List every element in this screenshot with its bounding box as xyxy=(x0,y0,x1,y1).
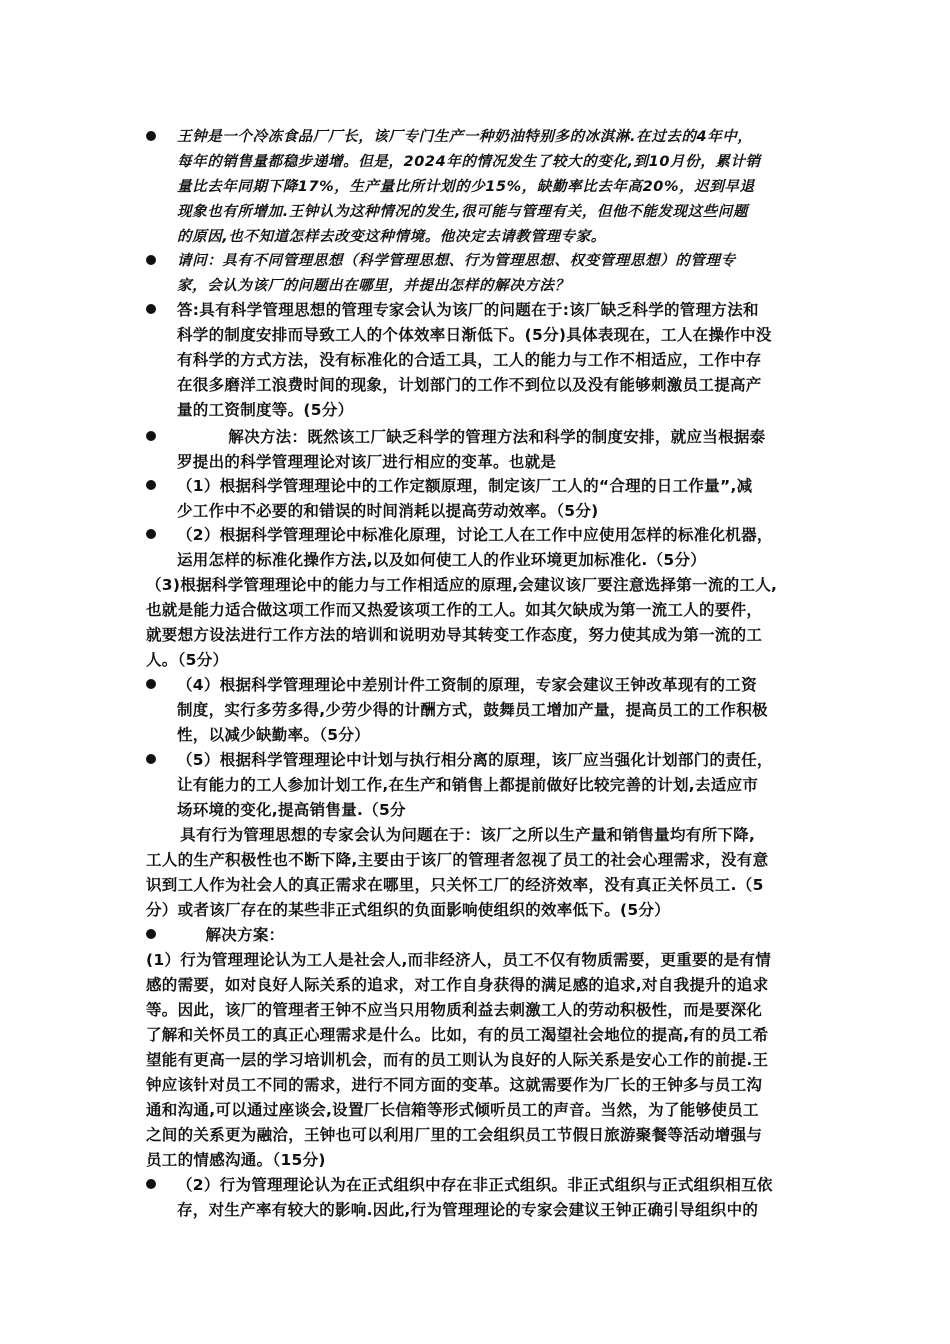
text-line: 钟应该针对员工不同的需求，进行不同方面的变革。这就需要作为厂长的王钟多与员工沟 xyxy=(146,1076,763,1094)
text-line: （4）根据科学管理理论中差别计件工资制的原理，专家会建议王钟改革现有的工资 xyxy=(177,676,757,694)
text-line: 的原因,也不知道怎样去改变这种情境。他决定去请教管理专家。 xyxy=(177,229,606,245)
bullet-icon xyxy=(146,1179,156,1189)
bullet-icon xyxy=(146,431,156,441)
bullet-icon xyxy=(146,679,156,689)
text-line: 有科学的方式方法，没有标准化的合适工具，工人的能力与工作不相适应，工作中存 xyxy=(177,351,762,369)
text-line: 运用怎样的标准化操作方法,以及如何使工人的作业环境更加标准化.（5分） xyxy=(177,551,707,569)
text-line: 具有行为管理思想的专家会认为问题在于：该厂之所以生产量和销售量均有所下降, xyxy=(146,826,756,844)
text-line: （5）根据科学管理理论中计划与执行相分离的原理，该厂应当强化计划部门的责任， xyxy=(177,751,773,769)
text-line: 存，对生产率有较大的影响.因此,行为管理理论的专家会建议王钟正确引导组织中的 xyxy=(177,1201,759,1219)
bullet-icon xyxy=(146,255,156,265)
text-line: 望能有更高一层的学习培训机会，而有的员工则认为良好的人际关系是安心工作的前提.王 xyxy=(146,1051,769,1069)
text-line: 制度，实行多劳多得,少劳少得的计酬方式，鼓舞员工增加产量，提高员工的工作积极 xyxy=(177,701,768,719)
text-line: 王钟是一个冷冻食品厂厂长，该厂专门生产一种奶油特别多的冰淇淋.在过去的4年中， xyxy=(177,129,753,145)
bullet-icon xyxy=(146,754,156,764)
text-line: （3)根据科学管理理论中的能力与工作相适应的原理,会建议该厂要注意选择第一流的工人, xyxy=(146,576,778,594)
text-line: 场环境的变化,提高销售量.（5分 xyxy=(177,801,406,819)
text-line: 现象也有所增加.王钟认为这种情况的发生,很可能与管理有关，但他不能发现这些问题 xyxy=(177,204,748,220)
text-line: 每年的销售量都稳步递增。但是，2024年的情况发生了较大的变化,到10月份，累计销 xyxy=(177,154,761,170)
text-line: 量比去年同期下降17%，生产量比所计划的少15%，缺勤率比去年高20%，迟到早退 xyxy=(177,179,755,195)
bullet-icon xyxy=(146,131,156,141)
text-line: 等。因此，该厂的管理者王钟不应当只用物质利益去刺激工人的劳动积极性，而是要深化 xyxy=(146,1001,763,1019)
text-line: 工人的生产积极性也不断下降,主要由于该厂的管理者忽视了员工的社会心理需求，没有意 xyxy=(146,851,769,869)
text-line: 性，以减少缺勤率。（5分） xyxy=(177,726,370,744)
text-line: (1）行为管理理论认为工人是社会人,而非经济人，员工不仅有物质需要，更重要的是有情 xyxy=(146,951,772,969)
text-line: 科学的制度安排而导致工人的个体效率日渐低下。(5分)具体表现在，工人在操作中没 xyxy=(177,326,772,344)
text-line: 量的工资制度等。(5分） xyxy=(177,401,354,419)
bullet-icon xyxy=(146,480,156,490)
text-line: 让有能力的工人参加计划工作,在生产和销售上都提前做好比较完善的计划,去适应市 xyxy=(177,776,759,794)
text-line: 通和沟通,可以通过座谈会,设置厂长信箱等形式倾听员工的声音。当然，为了能够使员工 xyxy=(146,1101,759,1119)
text-line: 了解和关怀员工的真正心理需求是什么。比如，有的员工渴望社会地位的提高,有的员工希 xyxy=(146,1026,769,1044)
text-line: 解决方法：既然该工厂缺乏科学的管理方法和科学的制度安排，就应当根据泰 xyxy=(177,428,766,446)
text-line: 也就是能力适合做这项工作而又热爱该项工作的工人。如其欠缺成为第一流工人的要件， xyxy=(146,601,763,619)
text-line: 罗提出的科学管理理论对该厂进行相应的变革。也就是 xyxy=(177,453,557,471)
text-line: 答:具有科学管理思想的管理专家会认为该厂的问题在于:该厂缺乏科学的管理方法和 xyxy=(177,301,759,319)
bullet-icon xyxy=(146,529,156,539)
text-line: 请问：具有不同管理思想（科学管理思想、行为管理思想、权变管理思想）的管理专 xyxy=(177,253,736,269)
text-line: （1）根据科学管理理论中的工作定额原理，制定该厂工人的“合理的日工作量”,减 xyxy=(177,477,753,495)
text-line: 分）或者该厂存在的某些非正式组织的负面影响使组织的效率低下。(5分） xyxy=(146,901,671,919)
text-line: 感的需要，如对良好人际关系的追求，对工作自身获得的满足感的追求,对自我提升的追求 xyxy=(146,976,769,994)
text-line: 之间的关系更为融洽，王钟也可以利用厂里的工会组织员工节假日旅游聚餐等活动增强与 xyxy=(146,1126,763,1144)
text-line: 解决方案： xyxy=(177,926,285,944)
text-line: 员工的情感沟通。（15分) xyxy=(146,1151,326,1169)
bullet-icon xyxy=(146,929,156,939)
text-line: （2）行为管理理论认为在正式组织中存在非正式组织。非正式组织与正式组织相互依 xyxy=(177,1176,773,1194)
text-line: 在很多磨洋工浪费时间的现象，计划部门的工作不到位以及没有能够刺激员工提高产 xyxy=(177,376,762,394)
bullet-icon xyxy=(146,304,156,314)
text-line: 识到工人作为社会人的真正需求在哪里，只关怀工厂的经济效率，没有真正关怀员工.（5 xyxy=(146,876,764,894)
text-line: 少工作中不必要的和错误的时间消耗以提高劳动效率。（5分) xyxy=(177,502,599,520)
text-line: 人。（5分） xyxy=(146,651,229,669)
text-line: （2）根据科学管理理论中标准化原理，讨论工人在工作中应使用怎样的标准化机器， xyxy=(177,526,773,544)
text-line: 就要想方设法进行工作方法的培训和说明劝导其转变工作态度，努力使其成为第一流的工 xyxy=(146,626,763,644)
text-line: 家，会认为该厂的问题出在哪里，并提出怎样的解决方法？ xyxy=(177,278,570,294)
